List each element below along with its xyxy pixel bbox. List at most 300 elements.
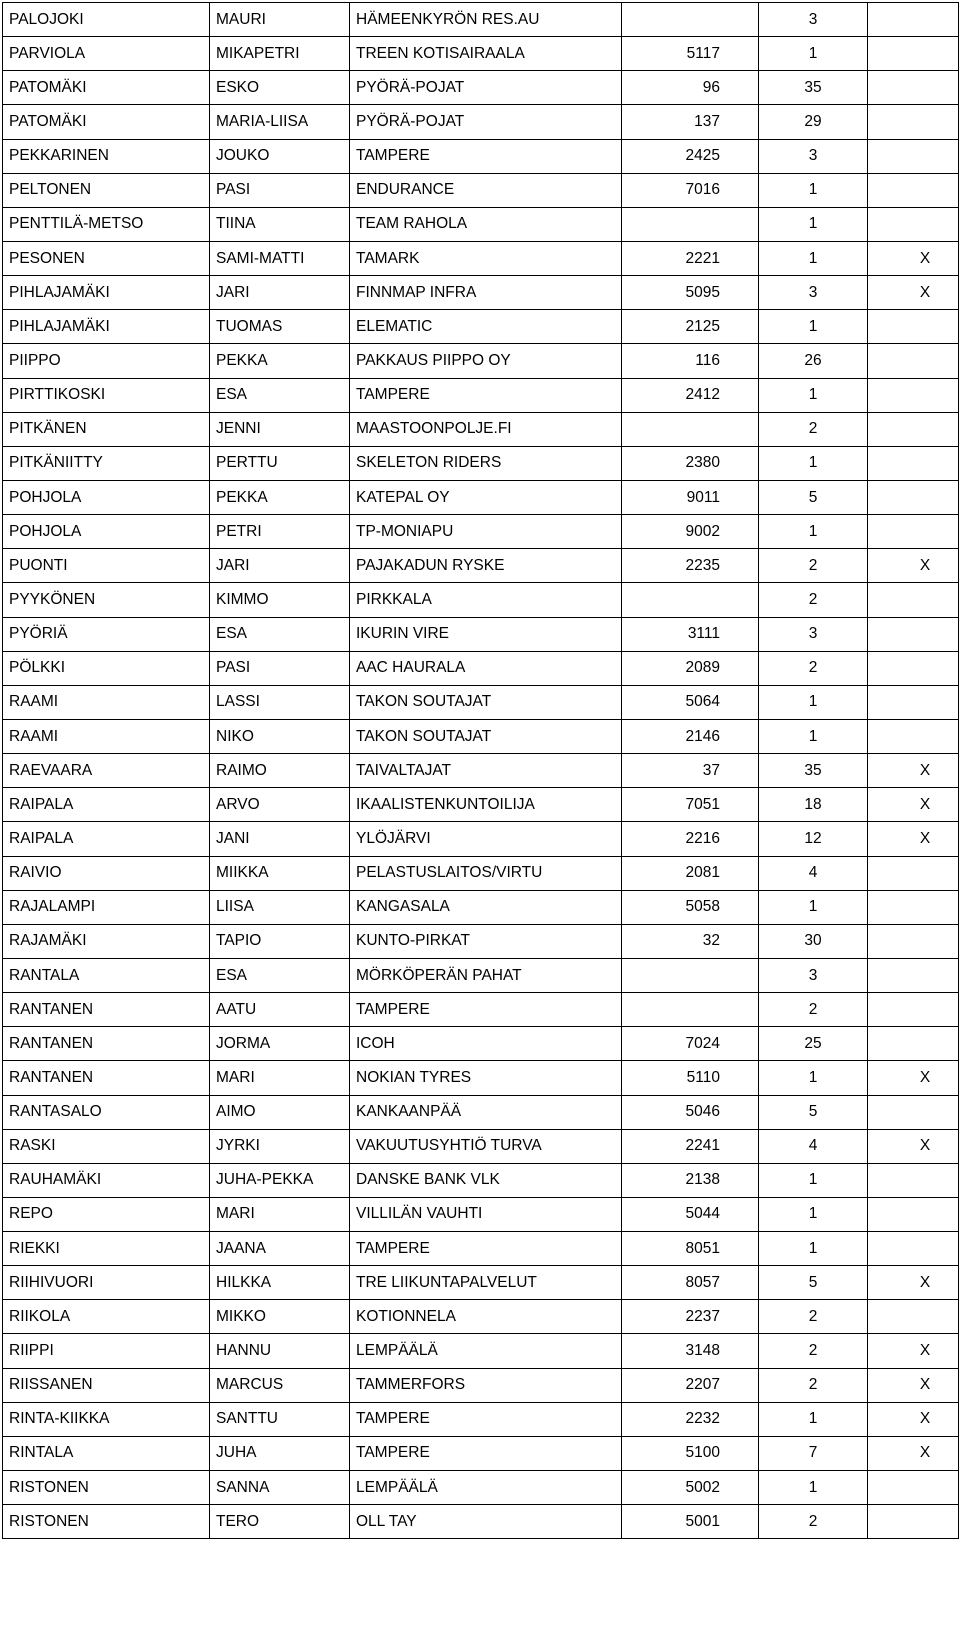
table-row [3,1163,959,1197]
last-name-cell: PESONEN [3,241,210,275]
first-name-cell: LIISA [210,890,350,924]
number-cell: 2412 [622,378,759,412]
mark-cell [868,1232,959,1266]
participants-table [2,2,959,1539]
count-cell: 2 [759,412,868,446]
number-cell: 2216 [622,822,759,856]
mark-cell: X [868,1129,959,1163]
first-name-cell: HILKKA [210,1266,350,1300]
mark-cell [868,651,959,685]
last-name-cell: PITKÄNEN [3,412,210,446]
mark-cell [868,856,959,890]
number-cell: 7051 [622,788,759,822]
number-cell: 2138 [622,1163,759,1197]
table-row [3,993,959,1027]
club-cell: PAKKAUS PIIPPO OY [350,344,622,378]
mark-cell: X [868,1061,959,1095]
last-name-cell: RAIPALA [3,822,210,856]
last-name-cell: RANTANEN [3,1027,210,1061]
count-cell: 1 [759,1232,868,1266]
mark-cell [868,719,959,753]
last-name-cell: RAUHAMÄKI [3,1163,210,1197]
number-cell: 32 [622,924,759,958]
table-row [3,1232,959,1266]
mark-cell [868,685,959,719]
number-cell: 2207 [622,1368,759,1402]
count-cell: 1 [759,685,868,719]
last-name-cell: RIISSANEN [3,1368,210,1402]
first-name-cell: MARI [210,1197,350,1231]
table-row [3,1027,959,1061]
first-name-cell: MIIKKA [210,856,350,890]
mark-cell: X [868,1436,959,1470]
count-cell: 2 [759,1334,868,1368]
first-name-cell: PERTTU [210,446,350,480]
last-name-cell: RINTA-KIIKKA [3,1402,210,1436]
last-name-cell: RANTANEN [3,1061,210,1095]
club-cell: ELEMATIC [350,310,622,344]
table-row [3,1505,959,1539]
table-row [3,549,959,583]
first-name-cell: ESA [210,617,350,651]
number-cell: 5095 [622,276,759,310]
first-name-cell: MARIA-LIISA [210,105,350,139]
count-cell: 5 [759,1095,868,1129]
table-row [3,822,959,856]
first-name-cell: ESA [210,378,350,412]
club-cell: HÄMEENKYRÖN RES.AU [350,3,622,37]
number-cell [622,412,759,446]
first-name-cell: AIMO [210,1095,350,1129]
number-cell: 5064 [622,685,759,719]
club-cell: TAKON SOUTAJAT [350,685,622,719]
last-name-cell: RANTALA [3,958,210,992]
first-name-cell: JYRKI [210,1129,350,1163]
last-name-cell: PEKKARINEN [3,139,210,173]
club-cell: TAMARK [350,241,622,275]
club-cell: MAASTOONPOLJE.FI [350,412,622,446]
last-name-cell: RIIKOLA [3,1300,210,1334]
first-name-cell: RAIMO [210,754,350,788]
last-name-cell: RAIPALA [3,788,210,822]
table-row [3,310,959,344]
number-cell: 3148 [622,1334,759,1368]
club-cell: ENDURANCE [350,173,622,207]
table-row [3,173,959,207]
first-name-cell: PASI [210,651,350,685]
club-cell: TP-MONIAPU [350,515,622,549]
mark-cell [868,924,959,958]
count-cell: 1 [759,378,868,412]
mark-cell [868,1471,959,1505]
mark-cell [868,71,959,105]
number-cell: 2235 [622,549,759,583]
mark-cell [868,310,959,344]
first-name-cell: JANI [210,822,350,856]
last-name-cell: RISTONEN [3,1471,210,1505]
club-cell: IKURIN VIRE [350,617,622,651]
first-name-cell: LASSI [210,685,350,719]
number-cell: 2146 [622,719,759,753]
mark-cell [868,515,959,549]
first-name-cell: JUHA-PEKKA [210,1163,350,1197]
number-cell: 2425 [622,139,759,173]
table-row [3,344,959,378]
first-name-cell: SAMI-MATTI [210,241,350,275]
club-cell: PIRKKALA [350,583,622,617]
club-cell: ICOH [350,1027,622,1061]
table-row [3,1368,959,1402]
last-name-cell: RANTANEN [3,993,210,1027]
first-name-cell: TERO [210,1505,350,1539]
mark-cell [868,1300,959,1334]
last-name-cell: RAAMI [3,685,210,719]
first-name-cell: MIKAPETRI [210,37,350,71]
count-cell: 1 [759,1061,868,1095]
last-name-cell: RISTONEN [3,1505,210,1539]
club-cell: KOTIONNELA [350,1300,622,1334]
mark-cell [868,105,959,139]
mark-cell: X [868,822,959,856]
mark-cell [868,480,959,514]
number-cell: 2380 [622,446,759,480]
club-cell: TEAM RAHOLA [350,207,622,241]
table-row [3,1061,959,1095]
mark-cell [868,1505,959,1539]
club-cell: IKAALISTENKUNTOILIJA [350,788,622,822]
mark-cell: X [868,276,959,310]
table-row [3,71,959,105]
last-name-cell: RANTASALO [3,1095,210,1129]
first-name-cell: PETRI [210,515,350,549]
count-cell: 12 [759,822,868,856]
last-name-cell: RAJAMÄKI [3,924,210,958]
count-cell: 1 [759,1471,868,1505]
mark-cell: X [868,1334,959,1368]
number-cell: 5002 [622,1471,759,1505]
club-cell: LEMPÄÄLÄ [350,1471,622,1505]
number-cell [622,583,759,617]
count-cell: 1 [759,173,868,207]
last-name-cell: RINTALA [3,1436,210,1470]
first-name-cell: JENNI [210,412,350,446]
club-cell: KUNTO-PIRKAT [350,924,622,958]
table-row [3,1095,959,1129]
table-row [3,1334,959,1368]
club-cell: PYÖRÄ-POJAT [350,105,622,139]
first-name-cell: TIINA [210,207,350,241]
first-name-cell: NIKO [210,719,350,753]
last-name-cell: PATOMÄKI [3,105,210,139]
last-name-cell: PYYKÖNEN [3,583,210,617]
table-row [3,515,959,549]
club-cell: KATEPAL OY [350,480,622,514]
table-row [3,890,959,924]
club-cell: TRE LIIKUNTAPALVELUT [350,1266,622,1300]
mark-cell: X [868,788,959,822]
number-cell: 2125 [622,310,759,344]
count-cell: 35 [759,71,868,105]
count-cell: 25 [759,1027,868,1061]
first-name-cell: ARVO [210,788,350,822]
number-cell: 5046 [622,1095,759,1129]
number-cell: 7016 [622,173,759,207]
first-name-cell: AATU [210,993,350,1027]
number-cell [622,993,759,1027]
table-row [3,788,959,822]
last-name-cell: RAAMI [3,719,210,753]
number-cell: 5044 [622,1197,759,1231]
club-cell: TAKON SOUTAJAT [350,719,622,753]
first-name-cell: JAANA [210,1232,350,1266]
count-cell: 29 [759,105,868,139]
count-cell: 1 [759,207,868,241]
mark-cell [868,1095,959,1129]
first-name-cell: SANNA [210,1471,350,1505]
first-name-cell: TAPIO [210,924,350,958]
table-row [3,446,959,480]
count-cell: 26 [759,344,868,378]
table-row [3,1471,959,1505]
count-cell: 7 [759,1436,868,1470]
number-cell: 5100 [622,1436,759,1470]
club-cell: LEMPÄÄLÄ [350,1334,622,1368]
last-name-cell: PELTONEN [3,173,210,207]
first-name-cell: MARCUS [210,1368,350,1402]
club-cell: SKELETON RIDERS [350,446,622,480]
table-row [3,651,959,685]
last-name-cell: PARVIOLA [3,37,210,71]
count-cell: 1 [759,719,868,753]
club-cell: TAIVALTAJAT [350,754,622,788]
count-cell: 1 [759,1163,868,1197]
table-row [3,583,959,617]
mark-cell [868,890,959,924]
table-row [3,1197,959,1231]
mark-cell [868,993,959,1027]
count-cell: 4 [759,1129,868,1163]
club-cell: MÖRKÖPERÄN PAHAT [350,958,622,992]
club-cell: PELASTUSLAITOS/VIRTU [350,856,622,890]
count-cell: 3 [759,139,868,173]
club-cell: PYÖRÄ-POJAT [350,71,622,105]
club-cell: TAMPERE [350,1436,622,1470]
last-name-cell: RAJALAMPI [3,890,210,924]
last-name-cell: RASKI [3,1129,210,1163]
number-cell: 3111 [622,617,759,651]
count-cell: 3 [759,958,868,992]
mark-cell: X [868,1368,959,1402]
count-cell: 3 [759,276,868,310]
last-name-cell: PATOMÄKI [3,71,210,105]
number-cell [622,958,759,992]
mark-cell [868,207,959,241]
table-row [3,1402,959,1436]
mark-cell [868,37,959,71]
last-name-cell: PUONTI [3,549,210,583]
first-name-cell: JOUKO [210,139,350,173]
club-cell: OLL TAY [350,1505,622,1539]
number-cell [622,207,759,241]
count-cell: 1 [759,515,868,549]
number-cell: 5110 [622,1061,759,1095]
count-cell: 1 [759,890,868,924]
mark-cell [868,378,959,412]
mark-cell [868,139,959,173]
table-row [3,1266,959,1300]
count-cell: 2 [759,651,868,685]
table-row [3,105,959,139]
mark-cell [868,1197,959,1231]
first-name-cell: ESA [210,958,350,992]
table-row [3,856,959,890]
table-row [3,139,959,173]
table-row [3,1129,959,1163]
table-row [3,37,959,71]
last-name-cell: RAEVAARA [3,754,210,788]
club-cell: TAMPERE [350,1232,622,1266]
number-cell: 96 [622,71,759,105]
club-cell: DANSKE BANK VLK [350,1163,622,1197]
number-cell [622,3,759,37]
number-cell: 9002 [622,515,759,549]
last-name-cell: PITKÄNIITTY [3,446,210,480]
count-cell: 1 [759,1402,868,1436]
first-name-cell: ESKO [210,71,350,105]
number-cell: 5058 [622,890,759,924]
mark-cell [868,617,959,651]
count-cell: 1 [759,241,868,275]
count-cell: 4 [759,856,868,890]
first-name-cell: PASI [210,173,350,207]
last-name-cell: RIIPPI [3,1334,210,1368]
number-cell: 2241 [622,1129,759,1163]
first-name-cell: MARI [210,1061,350,1095]
number-cell: 8057 [622,1266,759,1300]
first-name-cell: PEKKA [210,480,350,514]
mark-cell [868,1163,959,1197]
first-name-cell: JARI [210,549,350,583]
club-cell: NOKIAN TYRES [350,1061,622,1095]
last-name-cell: PIRTTIKOSKI [3,378,210,412]
number-cell: 2232 [622,1402,759,1436]
mark-cell [868,958,959,992]
club-cell: TAMPERE [350,993,622,1027]
last-name-cell: RAIVIO [3,856,210,890]
table-row [3,412,959,446]
club-cell: KANKAANPÄÄ [350,1095,622,1129]
first-name-cell: JORMA [210,1027,350,1061]
count-cell: 30 [759,924,868,958]
number-cell: 5001 [622,1505,759,1539]
number-cell: 116 [622,344,759,378]
first-name-cell: MAURI [210,3,350,37]
number-cell: 37 [622,754,759,788]
first-name-cell: HANNU [210,1334,350,1368]
table-row [3,754,959,788]
mark-cell [868,344,959,378]
first-name-cell: JUHA [210,1436,350,1470]
last-name-cell: POHJOLA [3,515,210,549]
table-row [3,241,959,275]
first-name-cell: SANTTU [210,1402,350,1436]
last-name-cell: PALOJOKI [3,3,210,37]
count-cell: 35 [759,754,868,788]
club-cell: TAMMERFORS [350,1368,622,1402]
number-cell: 137 [622,105,759,139]
last-name-cell: RIIHIVUORI [3,1266,210,1300]
first-name-cell: KIMMO [210,583,350,617]
number-cell: 8051 [622,1232,759,1266]
mark-cell [868,1027,959,1061]
number-cell: 2089 [622,651,759,685]
last-name-cell: PIHLAJAMÄKI [3,310,210,344]
count-cell: 1 [759,37,868,71]
mark-cell: X [868,549,959,583]
table-row [3,207,959,241]
first-name-cell: TUOMAS [210,310,350,344]
last-name-cell: POHJOLA [3,480,210,514]
count-cell: 2 [759,1300,868,1334]
count-cell: 18 [759,788,868,822]
count-cell: 3 [759,617,868,651]
mark-cell [868,446,959,480]
mark-cell [868,173,959,207]
number-cell: 9011 [622,480,759,514]
mark-cell [868,583,959,617]
table-row [3,3,959,37]
table-row [3,378,959,412]
count-cell: 1 [759,446,868,480]
last-name-cell: PÖLKKI [3,651,210,685]
club-cell: TAMPERE [350,378,622,412]
count-cell: 1 [759,310,868,344]
count-cell: 2 [759,1368,868,1402]
count-cell: 5 [759,480,868,514]
club-cell: AAC HAURALA [350,651,622,685]
count-cell: 2 [759,1505,868,1539]
mark-cell: X [868,1402,959,1436]
number-cell: 7024 [622,1027,759,1061]
table-row [3,1300,959,1334]
table-row [3,276,959,310]
first-name-cell: PEKKA [210,344,350,378]
mark-cell: X [868,241,959,275]
mark-cell [868,3,959,37]
count-cell: 3 [759,3,868,37]
first-name-cell: MIKKO [210,1300,350,1334]
count-cell: 2 [759,583,868,617]
club-cell: TAMPERE [350,1402,622,1436]
count-cell: 2 [759,993,868,1027]
number-cell: 2221 [622,241,759,275]
club-cell: PAJAKADUN RYSKE [350,549,622,583]
club-cell: FINNMAP INFRA [350,276,622,310]
table-row [3,719,959,753]
first-name-cell: JARI [210,276,350,310]
number-cell: 5117 [622,37,759,71]
mark-cell: X [868,754,959,788]
mark-cell [868,412,959,446]
participants-table-body [3,3,959,1539]
club-cell: YLÖJÄRVI [350,822,622,856]
club-cell: TAMPERE [350,139,622,173]
count-cell: 1 [759,1197,868,1231]
table-row [3,617,959,651]
number-cell: 2081 [622,856,759,890]
mark-cell: X [868,1266,959,1300]
last-name-cell: RIEKKI [3,1232,210,1266]
